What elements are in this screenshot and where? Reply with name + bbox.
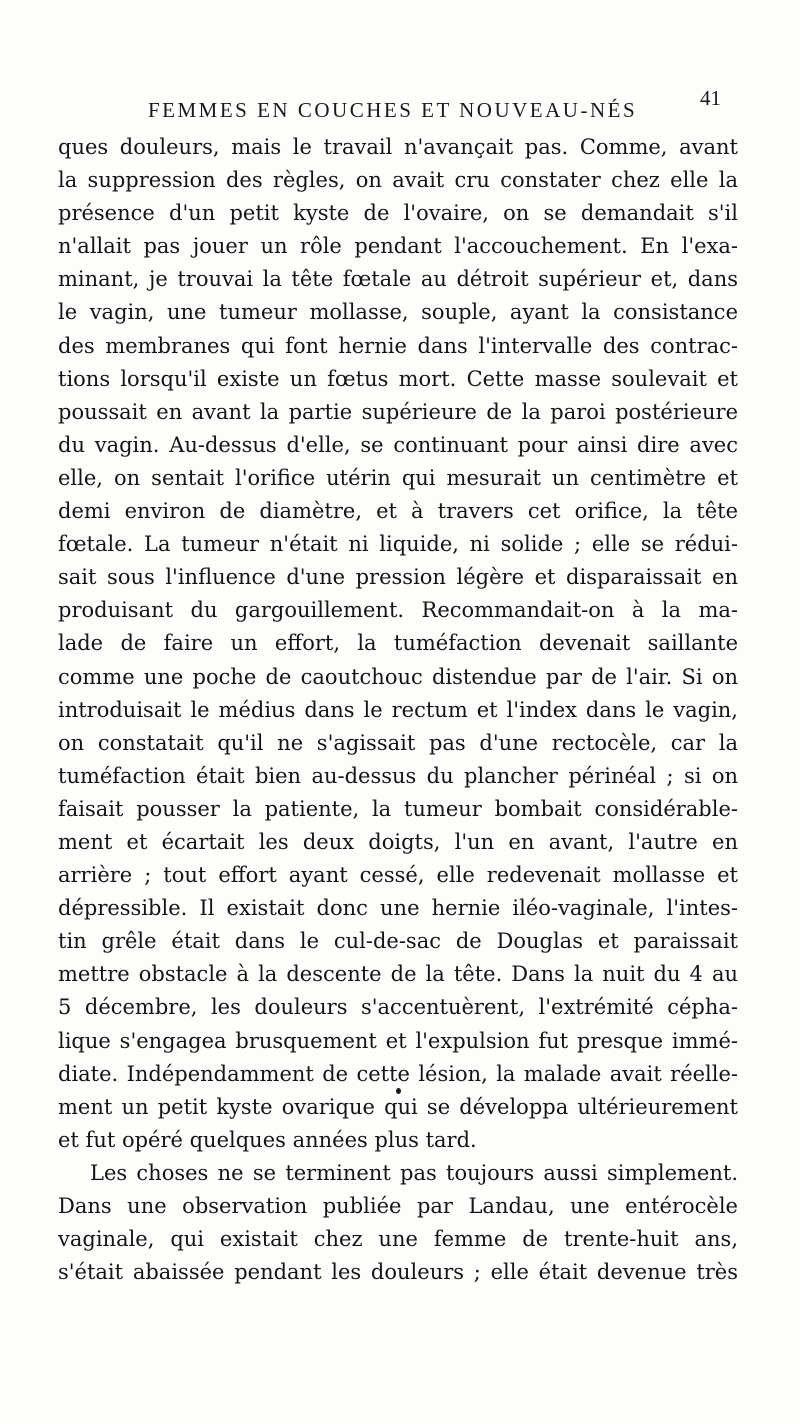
text-line: vaginale, qui existait chez une femme de trente-huit ans, — [58, 1227, 738, 1252]
text-line: lique s'engagea brusquement et l'expulsion fut presque immé- — [58, 1028, 738, 1053]
paragraph-end-line: et fut opéré quelques années plus tard. — [58, 1127, 477, 1152]
text-line: minant, je trouvai la tête fœtale au détroit supérieur et, dans — [58, 267, 738, 292]
text-line: lade de faire un effort, la tuméfaction devenait saillante — [58, 631, 738, 656]
text-line: sait sous l'influence d'une pression légère et disparaissait en — [58, 565, 738, 590]
text-line: ment et écartait les deux doigts, l'un en avant, l'autre en — [58, 829, 738, 854]
text-line: mettre obstacle à la descente de la tête. Dans la nuit du 4 au — [58, 962, 738, 987]
text-line: tin grêle était dans le cul-de-sac de Douglas et paraissait — [58, 929, 738, 954]
text-line: dépressible. Il existait donc une hernie iléo-vaginale, l'intes- — [58, 896, 738, 921]
paragraph-start-line: Les choses ne se terminent pas toujours aussi simplement. — [90, 1160, 738, 1185]
text-line: arrière ; tout effort ayant cessé, elle redevenait mollasse et — [58, 863, 738, 888]
text-line: ques douleurs, mais le travail n'avançait pas. Comme, avant — [58, 135, 738, 159]
text-line: du vagin. Au-dessus d'elle, se continuant pour ainsi dire avec — [58, 432, 738, 457]
text-line: poussait en avant la partie supérieure de la paroi postérieure — [58, 399, 738, 424]
ink-mark — [396, 1088, 401, 1094]
running-head: FEMMES EN COUCHES ET NOUVEAU-NÉS — [148, 98, 638, 122]
text-line: Dans une observation publiée par Landau, une entérocèle — [58, 1194, 738, 1218]
text-line: 5 décembre, les douleurs s'accentuèrent, l'extrémité cépha- — [58, 995, 738, 1020]
text-line: elle, on sentait l'orifice utérin qui mesurait un centimètre et — [58, 465, 738, 490]
body-text — [58, 131, 738, 1289]
text-line: le vagin, une tumeur mollasse, souple, ayant la consistance — [58, 300, 738, 325]
text-line: des membranes qui font hernie dans l'intervalle des contrac- — [58, 333, 738, 358]
text-line: n'allait pas jouer un rôle pendant l'accouchement. En l'exa- — [58, 234, 738, 259]
text-line: produisant du gargouillement. Recommandait-on à la ma- — [58, 598, 738, 623]
page-number: 41 — [700, 86, 721, 110]
text-line: s'était abaissée pendant les douleurs ; elle était devenue très — [58, 1260, 738, 1285]
text-line: diate. Indépendamment de cette lésion, la malade avait réelle- — [58, 1061, 738, 1086]
text-line: demi environ de diamètre, et à travers cet orifice, la tête — [58, 499, 738, 524]
text-line: tuméfaction était bien au-dessus du plancher périnéal ; si on — [58, 763, 738, 788]
text-line: tions lorsqu'il existe un fœtus mort. Cette masse soulevait et — [58, 366, 738, 391]
text-line: introduisait le médius dans le rectum et l'index dans le vagin, — [58, 697, 738, 722]
text-line: la suppression des règles, on avait cru constater chez elle la — [58, 168, 738, 193]
text-line: on constatait qu'il ne s'agissait pas d'une rectocèle, car la — [58, 730, 738, 755]
text-line: fœtale. La tumeur n'était ni liquide, ni solide ; elle se rédui- — [58, 532, 738, 557]
text-line: présence d'un petit kyste de l'ovaire, on se demandait s'il — [58, 201, 738, 226]
text-line: ment un petit kyste ovarique qui se développa ultérieurement — [58, 1094, 738, 1119]
text-line: comme une poche de caoutchouc distendue par de l'air. Si on — [58, 664, 738, 689]
text-line: faisait pousser la patiente, la tumeur bombait considérable- — [58, 796, 738, 821]
